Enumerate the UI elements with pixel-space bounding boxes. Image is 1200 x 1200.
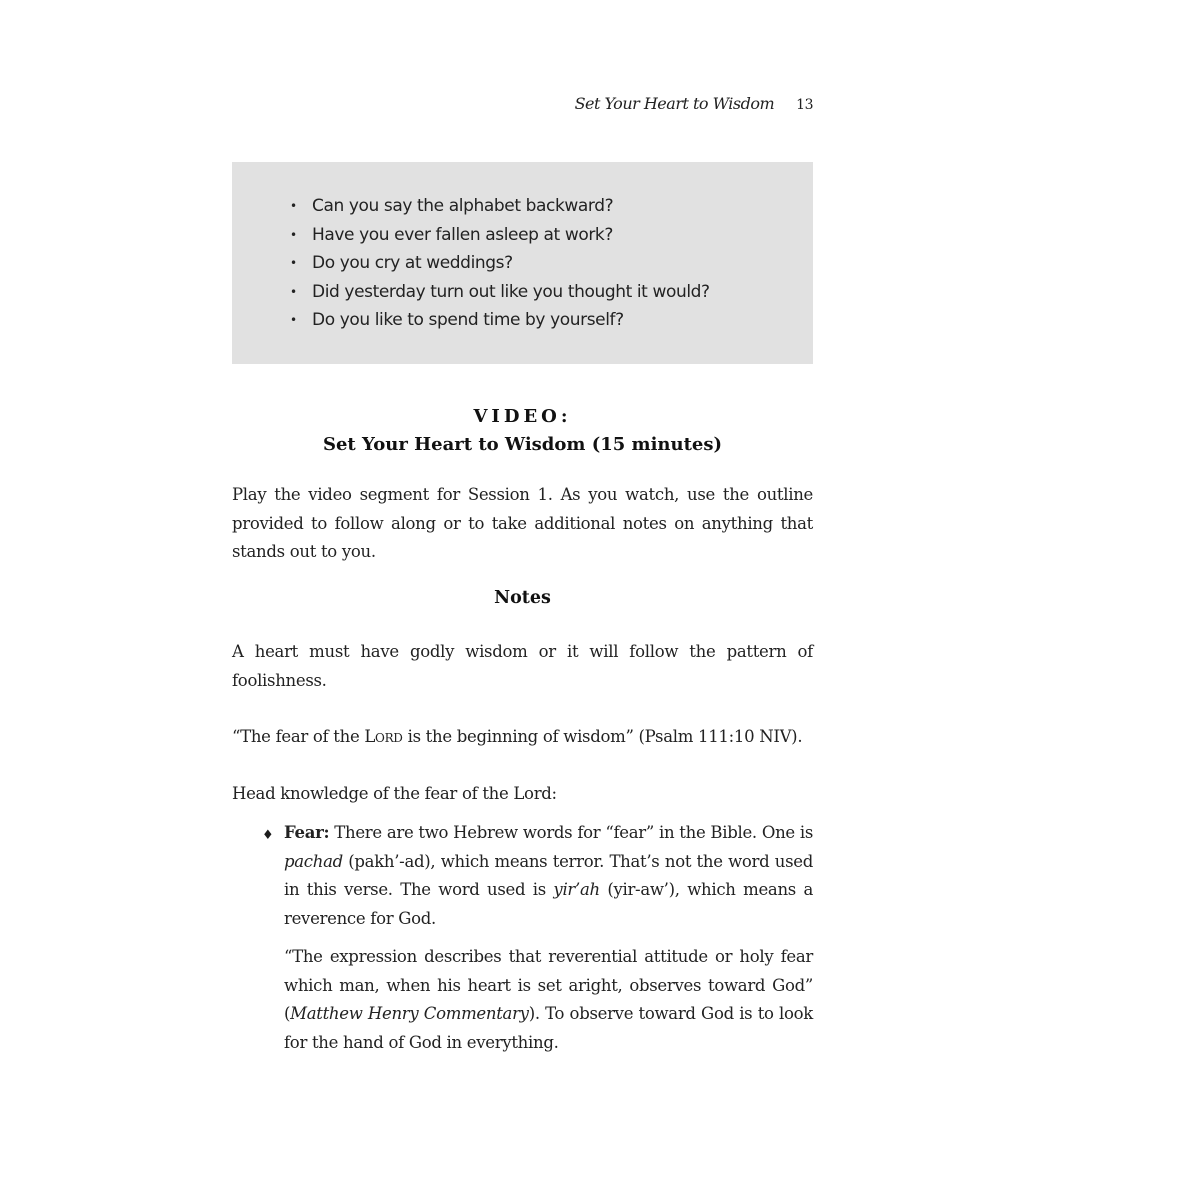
fear-label: Fear: xyxy=(284,823,330,842)
running-head-title: Set Your Heart to Wisdom xyxy=(574,94,775,113)
icebreaker-question-box xyxy=(232,162,813,364)
scripture-quote: “The fear of the Lord is the beginning of wisdom” (Psalm 111:10 NIV). xyxy=(232,727,803,746)
running-head xyxy=(520,94,813,113)
bullet-icon: • xyxy=(290,256,297,270)
list-item: • Did yesterday turn out like you thought it would? xyxy=(288,278,813,307)
notes-paragraph-1: A heart must have godly wisdom or it will follow the pattern of foolishness. xyxy=(232,642,813,690)
bullet-icon: • xyxy=(290,227,297,242)
question-list xyxy=(288,192,813,335)
hebrew-word-yirah: yir’ah xyxy=(553,880,600,899)
video-intro-paragraph: Play the video segment for Session 1. As you watch, use the outline provided to follow along or to take additional notes on anything that stands out to you. xyxy=(232,485,813,561)
list-item: • Do you like to spend time by yourself? xyxy=(288,306,813,335)
video-section-heading xyxy=(232,403,813,459)
list-item: • Do you cry at weddings? xyxy=(288,249,813,278)
bullet-icon: • xyxy=(290,313,297,327)
hebrew-word-pachad: pachad xyxy=(284,851,343,871)
bullet-icon: • xyxy=(290,284,297,299)
video-kicker: VIDEO: xyxy=(473,406,572,427)
list-item: • Have you ever fallen asleep at work? xyxy=(288,221,813,250)
list-item: • Can you say the alphabet backward? xyxy=(288,192,813,221)
page-number: 13 xyxy=(796,97,813,113)
fear-bullet-item: Fear: There are two Hebrew words for “fear” in the Bible. One is pachad (pakh’-ad), which means terror. That’s not the word used in this verse. The word used is yir’ah (yir-aw’), which means a reverence for God. xyxy=(284,823,813,928)
bullet-icon: • xyxy=(290,199,297,213)
lord-small-caps: Lord xyxy=(364,727,403,746)
commentary-source: Matthew Henry Commentary xyxy=(290,1004,529,1023)
notes-heading: Notes xyxy=(494,588,551,608)
commentary-paragraph: “The expression describes that reverential attitude or holy fear which man, when his heart is set aright, observes toward God” (Matthew Henry Commentary). To observe toward God is to look for the hand of God in everything. xyxy=(284,947,813,1052)
diamond-bullet-icon: ♦ xyxy=(262,828,274,843)
video-title: Set Your Heart to Wisdom (15 minutes) xyxy=(322,434,722,455)
head-knowledge-label: Head knowledge of the fear of the Lord: xyxy=(232,784,557,803)
